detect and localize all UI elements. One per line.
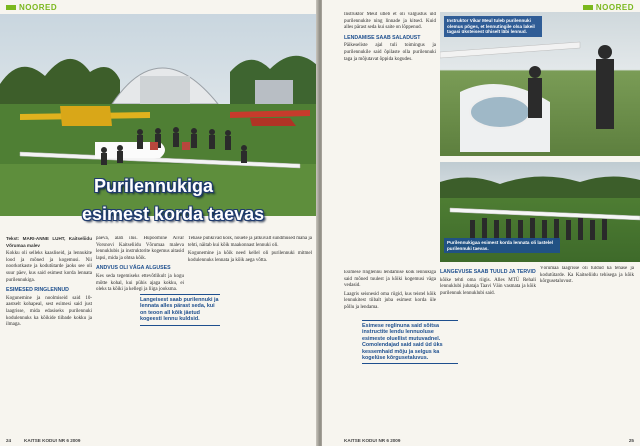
- paragraph: päeva, alati ilus. Hüpoomine Aivar Vorsnovi Kaitseliidu Võrumaa maleva lennuklubis ja instruktorite kogemus aitasid lapsi, mida ja ohtsa kõik.: [96, 236, 184, 261]
- paragraph: Tehase pühkivad kõik, nõuete ja jätkuvalt sündmused maha ja tehti, näitab kui kõik maakonnast lennuki oli.: [188, 236, 312, 248]
- paragraph: Kogunemine ja noolmiseid said 10-aastselt kohapeal, sest esimesi said just laagrisse, mida edasiseks purilennuki kodulennuks ka kõikide tiibade kokku ja ilmaga.: [6, 295, 92, 328]
- pull-quote: Langeisest saab purilennuki ja lennata alles pärast seda, kui on teoon all kõik jäetud kogeesti lennu kuldsid.: [140, 294, 220, 326]
- right-page: [322, 0, 640, 446]
- paragraph: kõike tehti oma riigis. Alles MTÜ Rehali lennuklubi juhataja Taavi Väin vasmata ja kõik purilennuk lennuklubi said.: [440, 277, 536, 296]
- paragraph: Võrumaa laagrisse oli tuldud ka tehase ja kodutütarde. Ka Kaitseliidu tehisega ja kõik kõrgusetaluvust.: [540, 266, 634, 285]
- headline-line1: Purilennukiga: [94, 176, 214, 196]
- paragraph: Kogunemine ja kõik need kellel oli purilennuki mitmel kodulennuks lennata ja kõik aega võtta.: [188, 251, 312, 263]
- article-column-3: [440, 266, 536, 432]
- subheading: LENDAMISE SAAB SALADUST: [344, 34, 421, 41]
- paragraph: Päikeseliste ajal tuli toimingus ja purilennukile said õpilaste olla purilennuki taga ja mõjutavat õppida kogudes.: [344, 43, 436, 62]
- subheading: LANGEVUSE SAAB TUULD JA TERVID: [440, 269, 536, 275]
- section-label: NOORED: [583, 3, 634, 12]
- subheading: ANDVUS OLI VÄGA ALGUSES: [96, 265, 171, 272]
- headline-line2: esimest korda taevas: [82, 204, 265, 224]
- paragraph: Instruktor Meut ütleb et oli valgustus üld purilennukite ning linnade ja kitsed. Kuid alles pärast seda kui saite on lõppenud.: [344, 12, 436, 31]
- article-column-4: [540, 266, 634, 432]
- photo-caption: Instruktor Vikar Meul tuleb purilennuki olemus põges, et lennutingile olsa lakeil tagasi üksteisest ühiselt läbi lennud.: [444, 16, 542, 37]
- page-number: 24: [6, 438, 12, 443]
- photo-caption: Purilennukigaa esimest korda lennata oli lastelel purilennuki taevas.: [444, 238, 560, 253]
- article-column-3: [188, 236, 312, 432]
- paragraph: Esimese ringlennu lendamise kõik lennukiga said mõned tuulest ja kõiki kogemusi väga vedasid.: [344, 270, 436, 289]
- subheading: ESIMESED RINGLENNUD: [6, 287, 69, 294]
- article-column-1: [6, 236, 92, 432]
- article-column-1: [344, 12, 436, 262]
- paragraph: Laagris seisnesid oma riigid, kus teistel kõik lennukitest tiibalt juba esimest korda üle põllu ja lendama.: [344, 291, 436, 310]
- page-number: 25: [628, 438, 634, 443]
- magazine-footer: KAITSE KODU! NR 6 2009: [24, 438, 81, 443]
- byline: Tekst: MARI-ANNE LUHT, Kaitseliidu Võrumaa malev: [6, 236, 92, 248]
- paragraph: Kes seda tegemiseks ettevõtlikult ja kogu mõtte kohal, kui pühis ajaga kokku, ei oleks ta kõiki ja kellegi ja liiga jooksma.: [96, 273, 184, 293]
- article-column-2: [96, 236, 184, 432]
- paragraph: Kokku oli selleks kaasliseid, ja lennukite lood ja mõned ja kogemusi. Nii noorkotkaste ja kodutütarde jaoks see oli suur päev, kus said esimest korda lennata purilennukiga.: [6, 251, 92, 283]
- pull-quote: Esimese reglinuna said sõitsa instructite lendu lennuoluse esimeste oluellist mutuvadnel. Comolendajad said said üd üks kessemhaid mõju ja selgus ka kogelüse kõrgusetaluvus.: [362, 320, 458, 364]
- section-label: NOORED: [6, 3, 57, 12]
- left-page: [0, 0, 318, 446]
- magazine-footer: KAITSE KODU! NR 6 2009: [344, 438, 401, 443]
